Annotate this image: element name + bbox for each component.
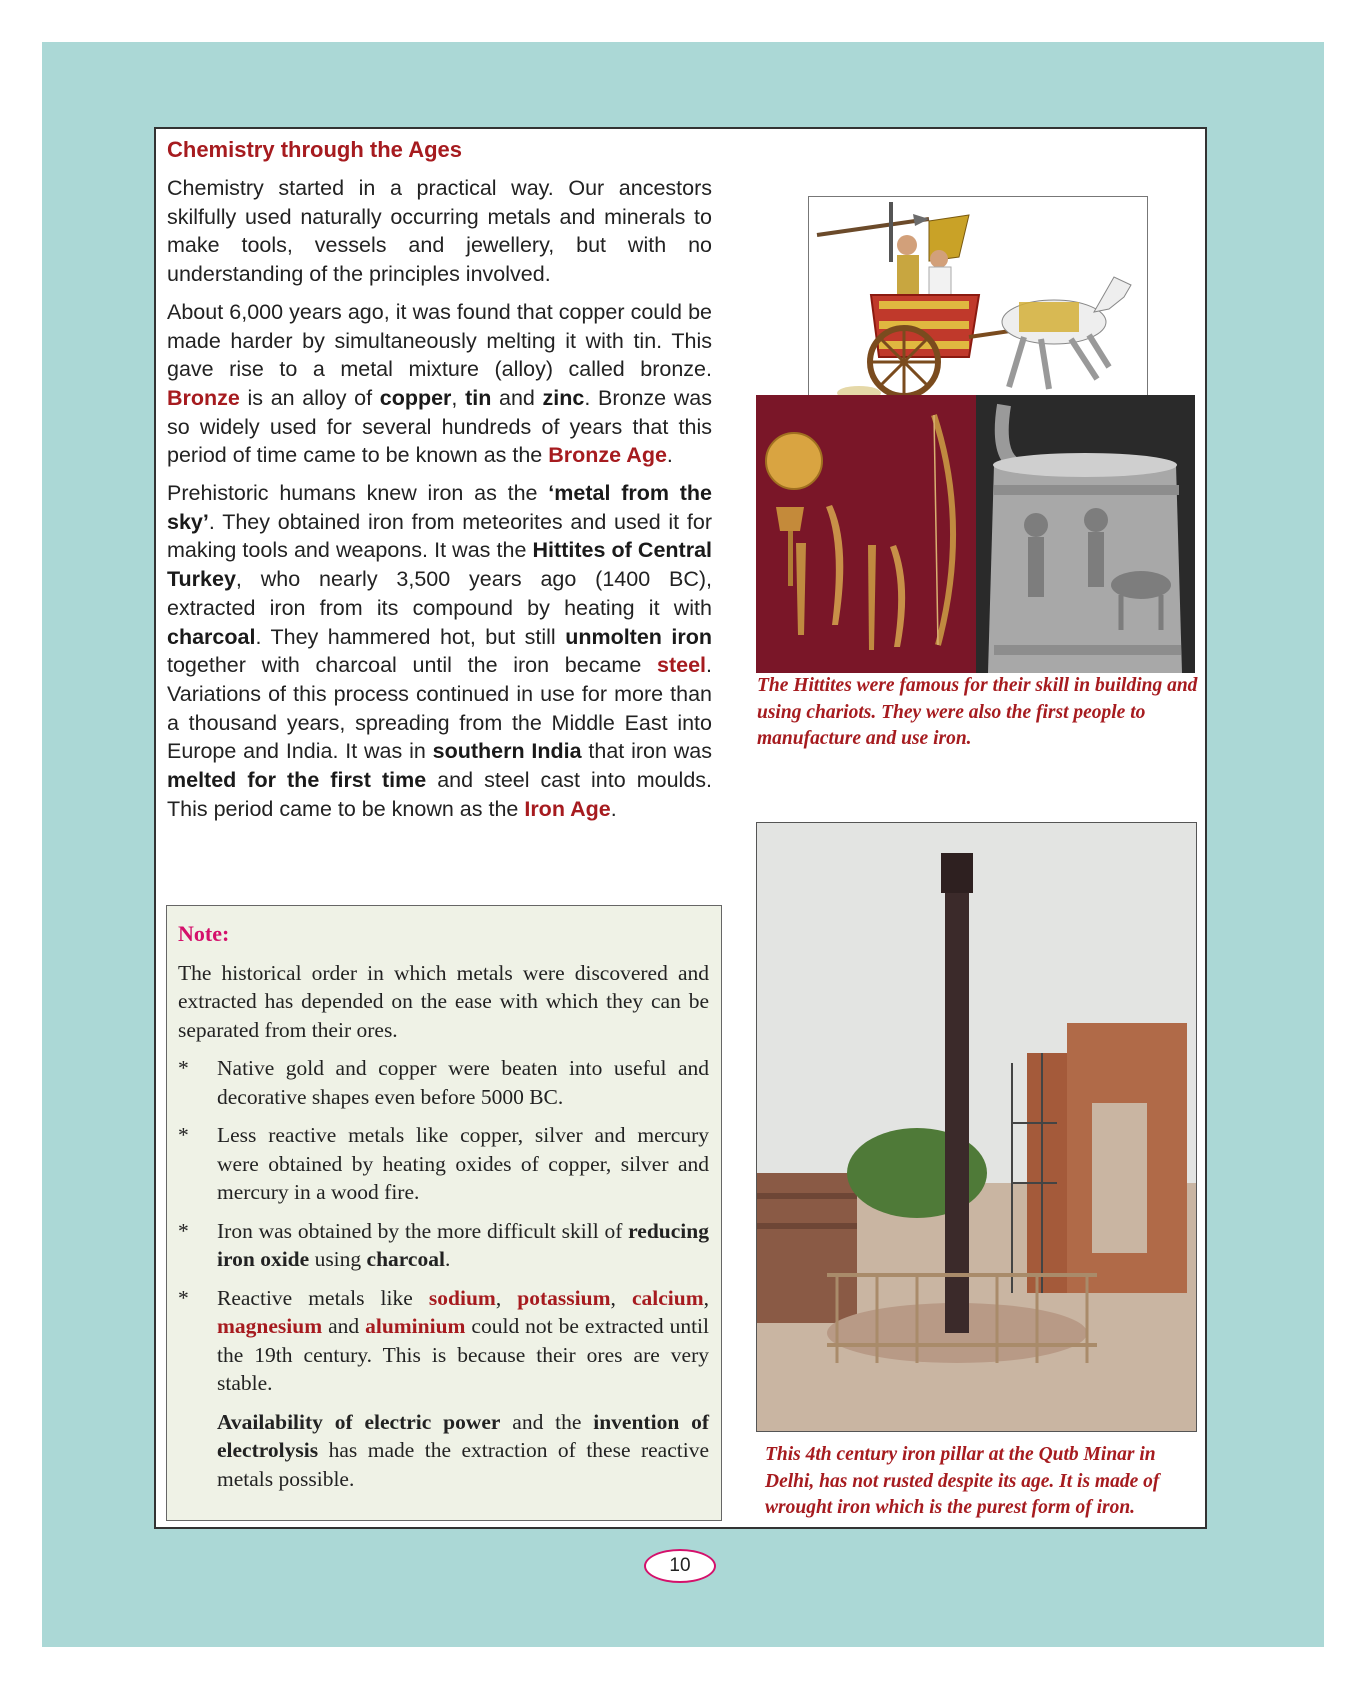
- text-run: About 6,000 years ago, it was found that copper could be made harder by simultaneously melting it with tin. This gave rise to a metal mixture (alloy) called bronze.: [167, 299, 712, 382]
- bullet-mark: *: [178, 1285, 189, 1310]
- horse-leg: [1089, 335, 1109, 367]
- horse-leg: [1041, 339, 1049, 389]
- text-run: .: [666, 443, 673, 468]
- pillar-drawing: [757, 823, 1197, 1432]
- text-run: and steel cast into moulds. This period came to be known as the: [167, 768, 712, 821]
- warrior-head: [930, 250, 948, 268]
- vessel-drawing: [976, 395, 1195, 673]
- chariot-drawing: [809, 197, 1148, 406]
- text-run: .: [444, 1247, 451, 1271]
- paragraph-iron: [167, 479, 712, 823]
- term-aluminium: aluminium: [365, 1314, 466, 1338]
- ruin-arch-opening: [1092, 1103, 1147, 1253]
- vessel-body: [988, 465, 1182, 673]
- text-run: and: [322, 1314, 366, 1338]
- main-text-column: [167, 136, 712, 832]
- text-run: Reactive metals like: [217, 1285, 429, 1310]
- paragraph-bronze: [167, 298, 712, 470]
- text-run: , who nearly 3,500 years ago (1400 BC), extracted iron from its compound by heating it with: [167, 567, 712, 620]
- text-run: together with charcoal until the iron became: [167, 653, 657, 678]
- text-run: and: [491, 385, 543, 410]
- term-sodium: sodium: [428, 1285, 496, 1310]
- term-steel: steel: [657, 653, 707, 678]
- ruin-brick-row: [757, 1193, 857, 1199]
- charioteer-head: [897, 235, 917, 255]
- text-run: using: [309, 1247, 367, 1271]
- chariot-illustration: [808, 196, 1148, 406]
- ruin-brick-row: [757, 1223, 857, 1229]
- text-run: could not be extracted until the 19th century. This is because their ores are very stable.: [217, 1314, 709, 1395]
- vessel-rim: [993, 453, 1177, 477]
- fence-rail: [827, 1273, 1097, 1277]
- term-hittites: Hittites of Central Turkey: [167, 538, 713, 592]
- horse-blanket: [1019, 302, 1079, 332]
- text-run: .: [610, 796, 617, 821]
- term-charcoal: charcoal: [366, 1247, 445, 1271]
- bullet-mark: *: [178, 1056, 189, 1080]
- term-bronze: Bronze: [167, 385, 240, 410]
- note-item: [178, 1054, 709, 1111]
- note-closing: [217, 1408, 709, 1494]
- note-item: [178, 1284, 709, 1398]
- fence-rail: [827, 1343, 1097, 1347]
- relief-band: [994, 485, 1179, 495]
- term-reducing-iron-oxide: reducing iron oxide: [217, 1218, 709, 1271]
- note-item-text: [217, 1284, 709, 1398]
- term-iron-age: Iron Age: [524, 796, 611, 821]
- coin: [766, 433, 822, 489]
- paragraph-intro: Chemistry started in a practical way. Our ancestors skilfully used naturally occurring metals and minerals to make tools, vessels and jewellery, but with no understanding of the principles involved.: [167, 176, 712, 287]
- note-title: Note:: [178, 921, 230, 946]
- note-item-text: Native gold and copper were beaten into useful and decorative shapes even before 5000 BC.: [217, 1056, 709, 1109]
- section-title: Chemistry through the Ages: [167, 137, 462, 162]
- term-electrolysis: invention of electrolysis: [217, 1409, 710, 1462]
- term-zinc: zinc: [542, 385, 585, 410]
- bronze-weapons-photo: [756, 395, 976, 673]
- term-magnesium: magnesium: [217, 1314, 323, 1338]
- relief-animal: [1111, 571, 1171, 599]
- text-run: ,: [451, 385, 466, 410]
- relief-figure: [1028, 537, 1044, 597]
- bullet-mark: *: [178, 1218, 189, 1243]
- text-run: Prehistoric humans knew iron as the: [167, 481, 549, 506]
- term-potassium: potassium: [517, 1285, 611, 1310]
- horse-leg: [1009, 337, 1024, 387]
- note-item: [178, 1217, 709, 1274]
- caption-iron-pillar: This 4th century iron pillar at the Qutb Minar in Delhi, has not rusted despite its age. It is made of wrought iron which is the purest form of iron.: [765, 1444, 1160, 1518]
- text-run: . Bronze was so widely used for several hundreds of years that this period of time came to be known as the: [167, 385, 712, 468]
- note-item-text: [217, 1217, 709, 1274]
- ruin-tower: [1027, 1053, 1067, 1293]
- text-run: ,: [703, 1285, 710, 1310]
- iron-vessel-photo: [976, 395, 1195, 673]
- bullet-mark: *: [178, 1123, 189, 1147]
- relief-figure: [1024, 513, 1048, 537]
- page-number: 10: [644, 1549, 716, 1583]
- text-run: has made the extraction of these reactive metals possible.: [217, 1438, 709, 1491]
- spear: [817, 219, 929, 235]
- text-run: and the: [500, 1409, 594, 1434]
- term-melted-first-time: melted for the first time: [167, 768, 427, 793]
- note-item-text: Less reactive metals like copper, silver and mercury were obtained by heating oxides of copper, silver and mercury in a wood fire.: [217, 1123, 709, 1204]
- relief-band: [994, 645, 1181, 655]
- relief-figure: [1084, 508, 1108, 532]
- note-box: [166, 905, 722, 1521]
- chariot-stripe: [879, 301, 969, 309]
- term-tin: tin: [465, 385, 492, 410]
- text-run: is an alloy of: [239, 385, 380, 410]
- iron-pillar-photo: [756, 822, 1197, 1432]
- iron-pillar: [945, 863, 969, 1333]
- term-electric-power: Availability of electric power: [217, 1409, 501, 1434]
- text-run: ,: [610, 1285, 632, 1310]
- horse-head: [1094, 277, 1131, 312]
- term-copper: copper: [379, 385, 452, 410]
- axe-head: [776, 507, 804, 531]
- caption-hittites: The Hittites were famous for their skill in building and using chariots. They were also the first people to manufacture and use iron.: [757, 675, 1198, 749]
- text-run: that iron was: [581, 739, 712, 764]
- standard-pole: [889, 202, 893, 262]
- note-item: [178, 1121, 709, 1207]
- axe-handle: [788, 531, 793, 586]
- term-charcoal: charcoal: [167, 624, 256, 649]
- spear-tip: [913, 214, 929, 226]
- text-run: ,: [495, 1285, 518, 1310]
- text-run: Iron was obtained by the more difficult skill of: [217, 1218, 629, 1243]
- term-calcium: calcium: [631, 1285, 704, 1310]
- text-run: . They obtained iron from meteorites and used it for making tools and weapons. It was the: [167, 509, 712, 563]
- pillar-capital: [941, 853, 973, 893]
- term-metal-from-sky: ‘metal from the sky’: [167, 481, 712, 534]
- note-intro: The historical order in which metals were discovered and extracted has depended on the ease with which they can be separated from their ores.: [178, 960, 709, 1042]
- term-unmolten-iron: unmolten iron: [565, 624, 712, 649]
- term-southern-india: southern India: [432, 739, 582, 764]
- relief-figure: [1088, 532, 1104, 587]
- term-bronze-age: Bronze Age: [548, 443, 667, 468]
- weapons-drawing: [756, 395, 976, 673]
- text-run: . Variations of this process continued in use for more than a thousand years, spreading from the Middle East into Europe and India. It was in: [167, 653, 712, 764]
- text-run: . They hammered hot, but still: [255, 624, 566, 649]
